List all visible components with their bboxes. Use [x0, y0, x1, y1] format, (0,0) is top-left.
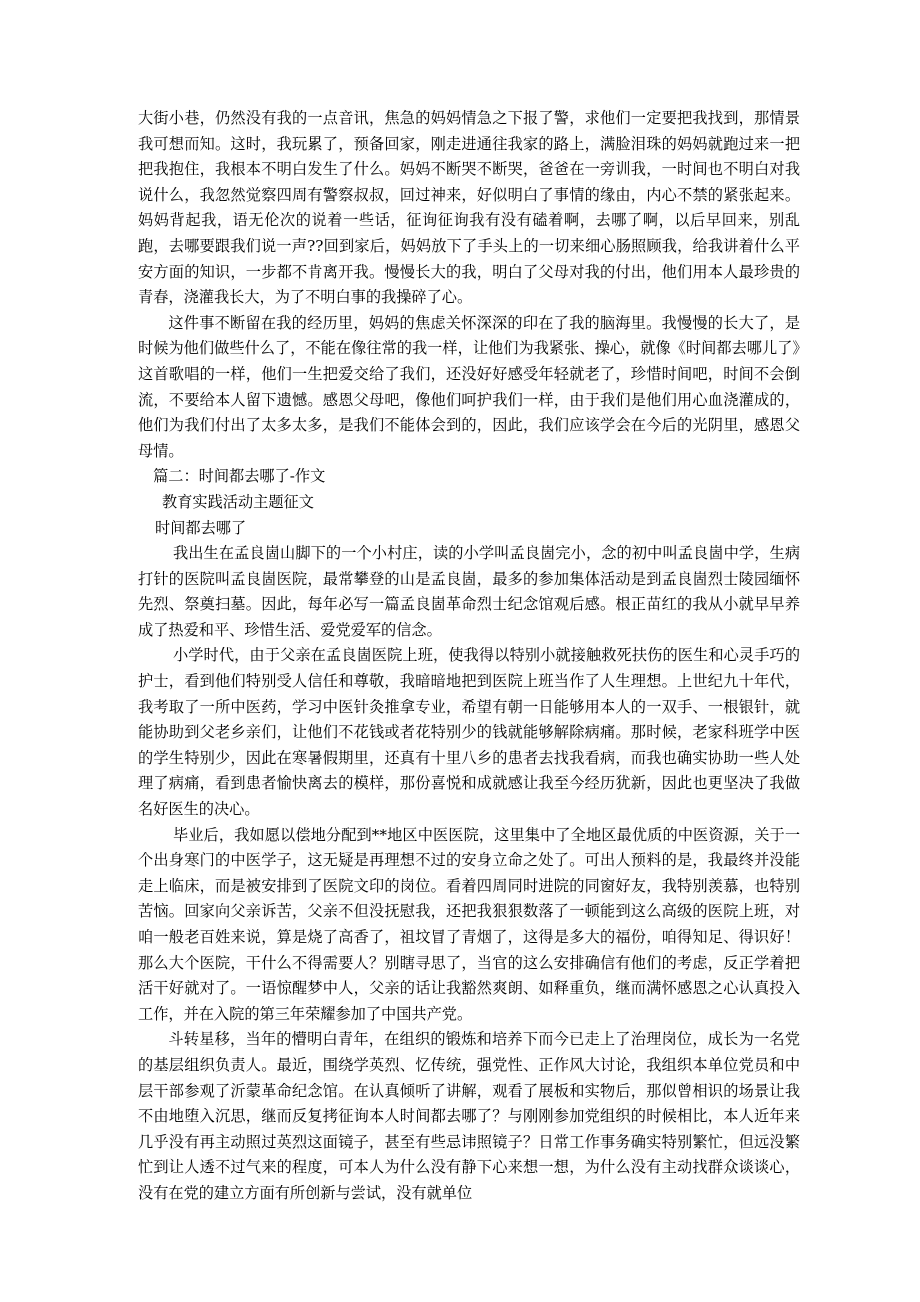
paragraph: 毕业后，我如愿以偿地分配到**地区中医医院，这里集中了全地区最优质的中医资源，关于一个出身寒门的中医学子，这无疑是再理想不过的安身立命之处了。可出人预料的是，我最终并没能走上临床，而是被安排到了医院文印的岗位。看着四周同时进院的同窗好友，我特别羡慕，也特别苦恼。回家向父亲诉苦，父亲不但没抚慰我，还把我狠狠数落了一顿能到这么高级的医院上班，对咱一般老百姓来说，算是烧了高香了，祖坟冒了青烟了，这得是多大的福份，咱得知足、得识好！那么大个医院，干什么不得需要人？别瞎寻思了，当官的这么安排确信有他们的考虑，反正学着把活干好就对了。一语惊醒梦中人，父亲的话让我豁然爽朗、如释重负，继而满怀感恩之心认真投入工作，并在入院的第三年荣耀参加了中国共产党。	[138, 825, 800, 1023]
paragraph: 我出生在孟良崮山脚下的一个小村庄，读的小学叫孟良崮完小，念的初中叫孟良崮中学，生病打针的医院叫孟良崮医院，最常攀登的山是孟良崮，最多的参加集体活动是到孟良崮烈士陵园缅怀先烈、祭奠扫墓。因此，每年必写一篇孟良崮革命烈士纪念馆观后感。根正苗红的我从小就早早养成了热爱和平、珍惜生活、爱党爱军的信念。	[138, 544, 800, 639]
paragraph: 这件事不断留在我的经历里，妈妈的焦虑关怀深深的印在了我的脑海里。我慢慢的长大了，是时候为他们做些什么了，不能在像往常的我一样，让他们为我紧张、操心，就像《时间都去哪儿了》这首歌唱的一样，他们一生把爱交给了我们，还没好好感受年轻就老了，珍惜时间吧，时间不会倒流，不要给本人留下遗憾。感恩父母吧，像他们呵护我们一样，由于我们是他们用心血浇灌成的，他们为我们付出了太多太多，是我们不能体会到的，因此，我们应该学会在今后的光阴里，感恩父母情。	[138, 313, 800, 460]
section-heading: 篇二：时间都去哪了-作文	[153, 467, 326, 486]
document-page	[138, 106, 800, 1207]
paragraph: 大街小巷，仍然没有我的一点音讯，焦急的妈妈情急之下报了警，求他们一定要把我找到，那情景我可想而知。这时，我玩累了，预备回家，刚走进通往我家的路上，满脸泪珠的妈妈就跑过来一把把我抱住，我根本不明白发生了什么。妈妈不断哭不断哭，爸爸在一旁训我，一时间也不明白对我说什么，我忽然觉察四周有警察叔叔，回过神来，好似明白了事情的缘由，内心不禁的紧张起来。妈妈背起我，语无伦次的说着一些话，征询征询我有没有磕着啊，去哪了啊，以后早回来，别乱跑，去哪要跟我们说一声??回到家后，妈妈放下了手头上的一切来细心肠照顾我，给我讲着什么平安方面的知识，一步都不肯离开我。慢慢长大的我，明白了父母对我的付出，他们用本人最珍贵的青春，浇灌我长大，为了不明白事的我操碎了心。	[138, 109, 800, 307]
essay-subtitle: 教育实践活动主题征文	[162, 492, 314, 511]
paragraph: 斗转星移，当年的懵明白青年，在组织的锻炼和培养下而今已走上了治理岗位，成长为一名党的基层组织负责人。最近，围绕学英烈、忆传统，强党性、正作风大讨论，我组织本单位党员和中层干部参观了沂蒙革命纪念馆。在认真倾听了讲解，观看了展板和实物后，那似曾相识的场景让我不由地堕入沉思，继而反复拷征询本人时间都去哪了？与刚刚参加党组织的时候相比，本人近年来几乎没有再主动照过英烈这面镜子，甚至有些忌讳照镜子？日常工作事务确实特别繁忙，但远没繁忙到让人透不过气来的程度，可本人为什么没有静下心来想一想，为什么没有主动找群众谈谈心，没有在党的建立方面有所创新与尝试，没有就单位	[138, 1030, 800, 1202]
essay-title: 时间都去哪了	[155, 518, 247, 537]
paragraph: 小学时代，由于父亲在孟良崮医院上班，使我得以特别小就接触救死扶伤的医生和心灵手巧的护士，看到他们特别受人信任和尊敬，我暗暗地把到医院上班当作了人生理想。上世纪九十年代，我考取了一所中医药，学习中医针灸推拿专业，希望有朝一日能够用本人的一双手、一根银针，就能协助到父老乡亲们，让他们不花钱或者花特别少的钱就能够解除病痛。那时候，老家科班学中医的学生特别少，因此在寒暑假期里，还真有十里八乡的患者去找我看病，而我也确实协助一些人处理了病痛，看到患者愉快离去的模样，那份喜悦和成就感让我至今经历犹新，因此也更坚决了我做名好医生的决心。	[138, 646, 800, 819]
